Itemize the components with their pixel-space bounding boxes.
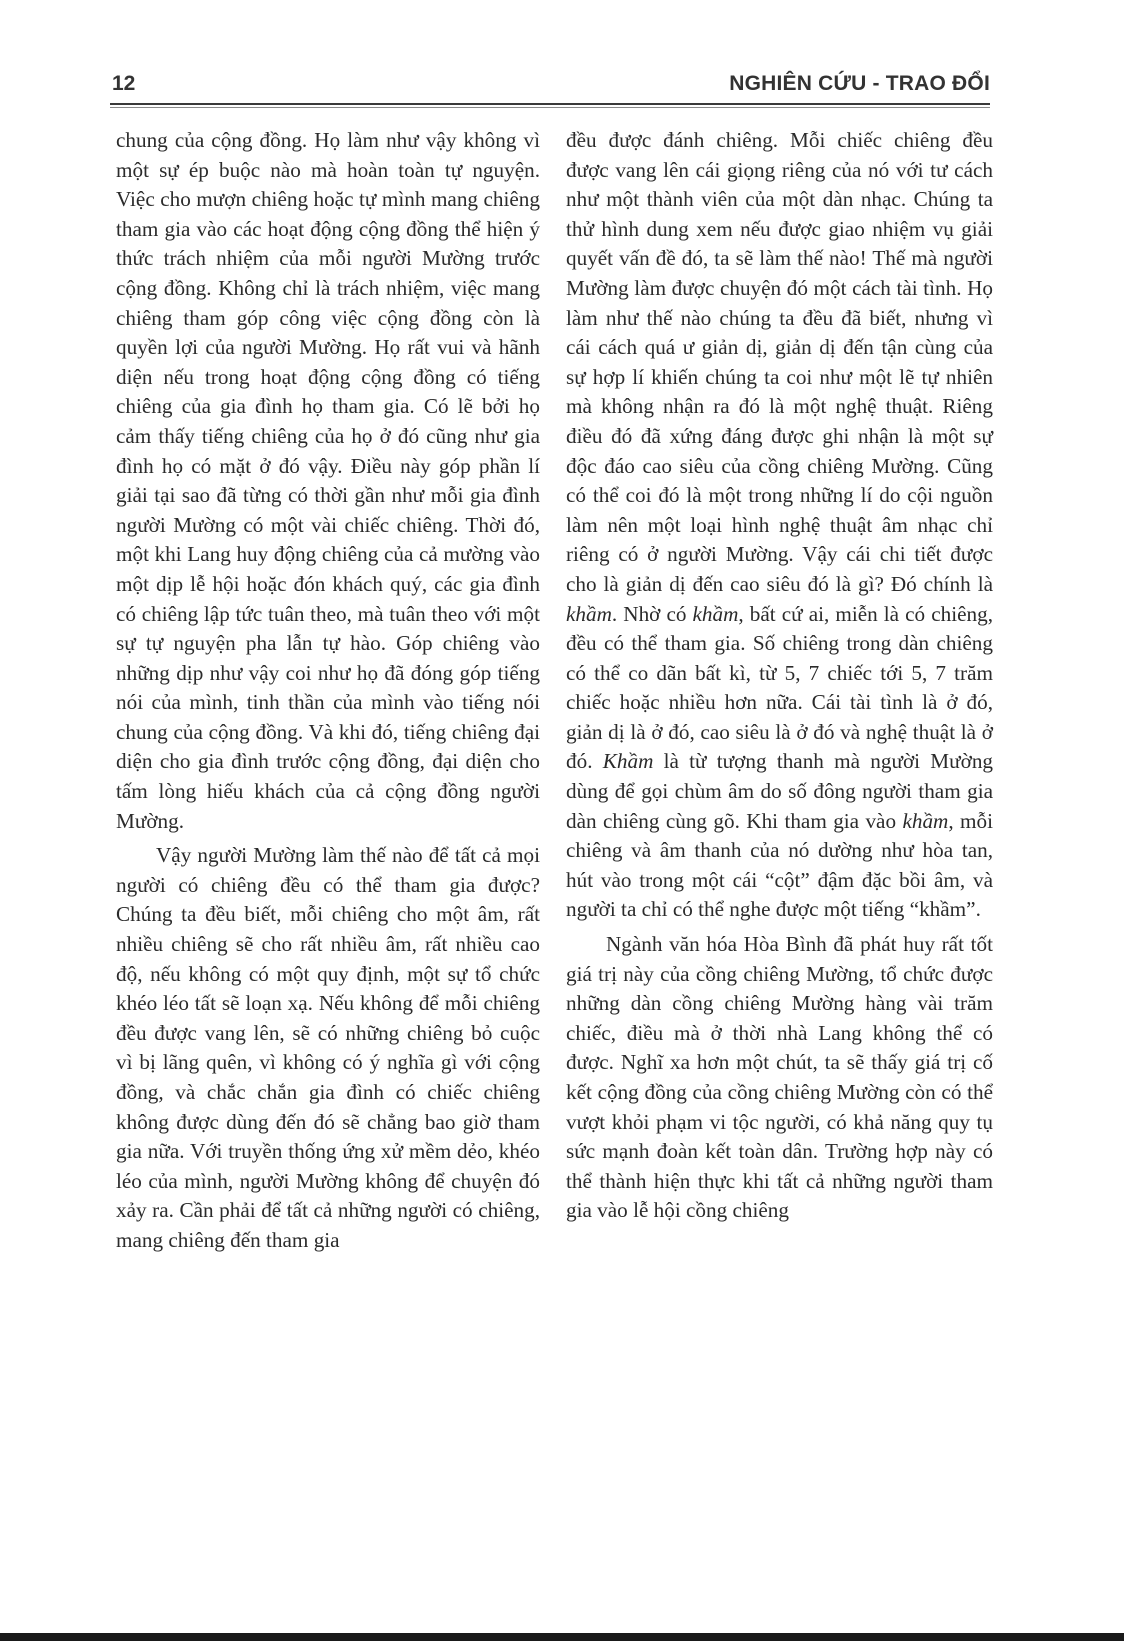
right-p1-text-b: . Nhờ có xyxy=(611,601,693,626)
kham-term: khầm xyxy=(902,808,949,833)
left-paragraph-1: chung của cộng đồng. Họ làm như vậy không vì một sự ép buộc nào mà hoàn toàn tự nguyện. Việc cho mượn chiêng hoặc tự mình mang chiêng tham gia vào các hoạt động cộng đồng thể hiện ý thức trách nhiệm của mỗi người Mường trước cộng đồng. Không chỉ là trách nhiệm, việc mang chiêng tham góp công việc cộng đồng còn là quyền lợi của người Mường. Họ rất vui và hãnh diện nếu trong hoạt động cộng đồng có tiếng chiêng của gia đình họ tham gia. Có lẽ bởi họ cảm thấy tiếng chiêng của họ ở đó cũng như gia đình họ có mặt ở đó vậy. Điều này góp phần lí giải tại sao đã từng có thời gần như mỗi gia đình người Mường có một vài chiếc chiêng. Thời đó, một khi Lang huy động chiêng của cả mường vào một dịp lễ hội hoặc đón khách quý, các gia đình có chiêng lập tức tuân theo, mà tuân theo với một sự tự nguyện pha lẫn tự hào. Góp chiêng vào những dịp như vậy coi như họ đã đóng góp tiếng nói của mình, tinh thần của mình vào tiếng nói chung của cộng đồng. Và khi đó, tiếng chiêng đại diện cho gia đình trước cộng đồng, đại diện cho tấm lòng hiếu khách của cả cộng đồng người Mường. xyxy=(116,128,540,833)
left-column xyxy=(116,126,540,1256)
kham-term: khầm xyxy=(692,601,739,626)
header-rule-thin xyxy=(110,107,990,108)
right-p1-text-e: , mỗi chiêng và âm thanh của nó dường như hòa tan, hút vào trong một cái “cột” đậm đặc bồi âm, và người ta chỉ có thể nghe được một tiếng “khầm”. xyxy=(566,808,994,922)
right-p1-text-c: , bất cứ ai, miễn là có chiêng, đều có thể tham gia. Số chiêng trong dàn chiêng có thể co dãn bất kì, từ 5, 7 chiếc tới 5, 7 trăm chiếc hoặc nhiều hơn nữa. Cái tài tình là ở đó, giản dị là ở đó, cao siêu là ở đó và nghệ thuật là ở đó. xyxy=(566,601,993,774)
kham-term: khầm xyxy=(566,601,612,626)
right-paragraph-1 xyxy=(566,126,993,925)
left-paragraph-2: Vậy người Mường làm thế nào để tất cả mọi người có chiêng đều có thể tham gia được? Chúng ta đều biết, mỗi chiêng cho một âm, rất nhiều chiêng sẽ cho rất nhiều âm, rất nhiều cao độ, nếu không có một quy định, một sự tổ chức khéo léo tất sẽ loạn xạ. Nếu không để mỗi chiêng đều được vang lên, sẽ có những chiêng bỏ cuộc vì bị lãng quên, vì không có ý nghĩa gì với cộng đồng, và chắc chắn gia đình có chiếc chiêng không được dùng đến đó sẽ chẳng bao giờ tham gia nữa. Với truyền thống ứng xử mềm dẻo, khéo léo của mình, người Mường không để chuyện đó xảy ra. Cần phải để tất cả những người có chiêng, mang chiêng đến tham gia xyxy=(116,843,540,1252)
running-head: NGHIÊN CỨU - TRAO ĐỔI xyxy=(729,72,990,95)
page-number: 12 xyxy=(112,72,136,95)
right-p1-text-a: đều được đánh chiêng. Mỗi chiếc chiêng đều được vang lên cái giọng riêng của nó với tư cách như một thành viên của một dàn nhạc. Chúng ta thử hình dung xem nếu được giao nhiệm vụ giải quyết vấn đề đó, ta sẽ làm thế nào! Thế mà người Mường làm được chuyện đó một cách tài tình. Họ làm như thế nào chúng ta đều đã biết, nhưng vì cái cách quá ư giản dị, giản dị đến tận cùng của sự hợp lí khiến chúng ta coi như một lẽ tự nhiên mà không nhận ra đó là một nghệ thuật. Riêng điều đó đã xứng đáng được ghi nhận là một sự độc đáo cao siêu của cồng chiêng Mường. Cũng có thể coi đó là một trong những lí do cội nguồn làm nên một loại hình nghệ thuật âm nhạc chỉ riêng có ở người Mường. Vậy cái chi tiết được cho là giản dị đến cao siêu đó là gì? Đó chính là xyxy=(566,128,993,596)
right-p1-text-d: là từ tượng thanh mà người Mường dùng để gọi chùm âm do số đông người tham gia dàn chiêng cùng gõ. Khi tham gia vào xyxy=(566,749,994,833)
right-paragraph-2: Ngành văn hóa Hòa Bình đã phát huy rất tốt giá trị này của cồng chiêng Mường, tổ chức được những dàn cồng chiêng Mường hàng vài trăm chiếc, điều mà ở thời nhà Lang không thể có được. Nghĩ xa hơn một chút, ta sẽ thấy giá trị cố kết cộng đồng của cồng chiêng Mường còn có thể vượt khỏi phạm vi tộc người, có khả năng quy tụ sức mạnh đoàn kết toàn dân. Trường hợp này có thể thành hiện thực khi tất cả những người tham gia vào lễ hội cồng chiêng xyxy=(566,932,993,1223)
header-rule xyxy=(110,103,990,105)
scan-bottom-edge xyxy=(0,1633,1124,1641)
kham-term-capitalized: Khầm xyxy=(602,749,654,774)
right-column xyxy=(566,126,993,1226)
